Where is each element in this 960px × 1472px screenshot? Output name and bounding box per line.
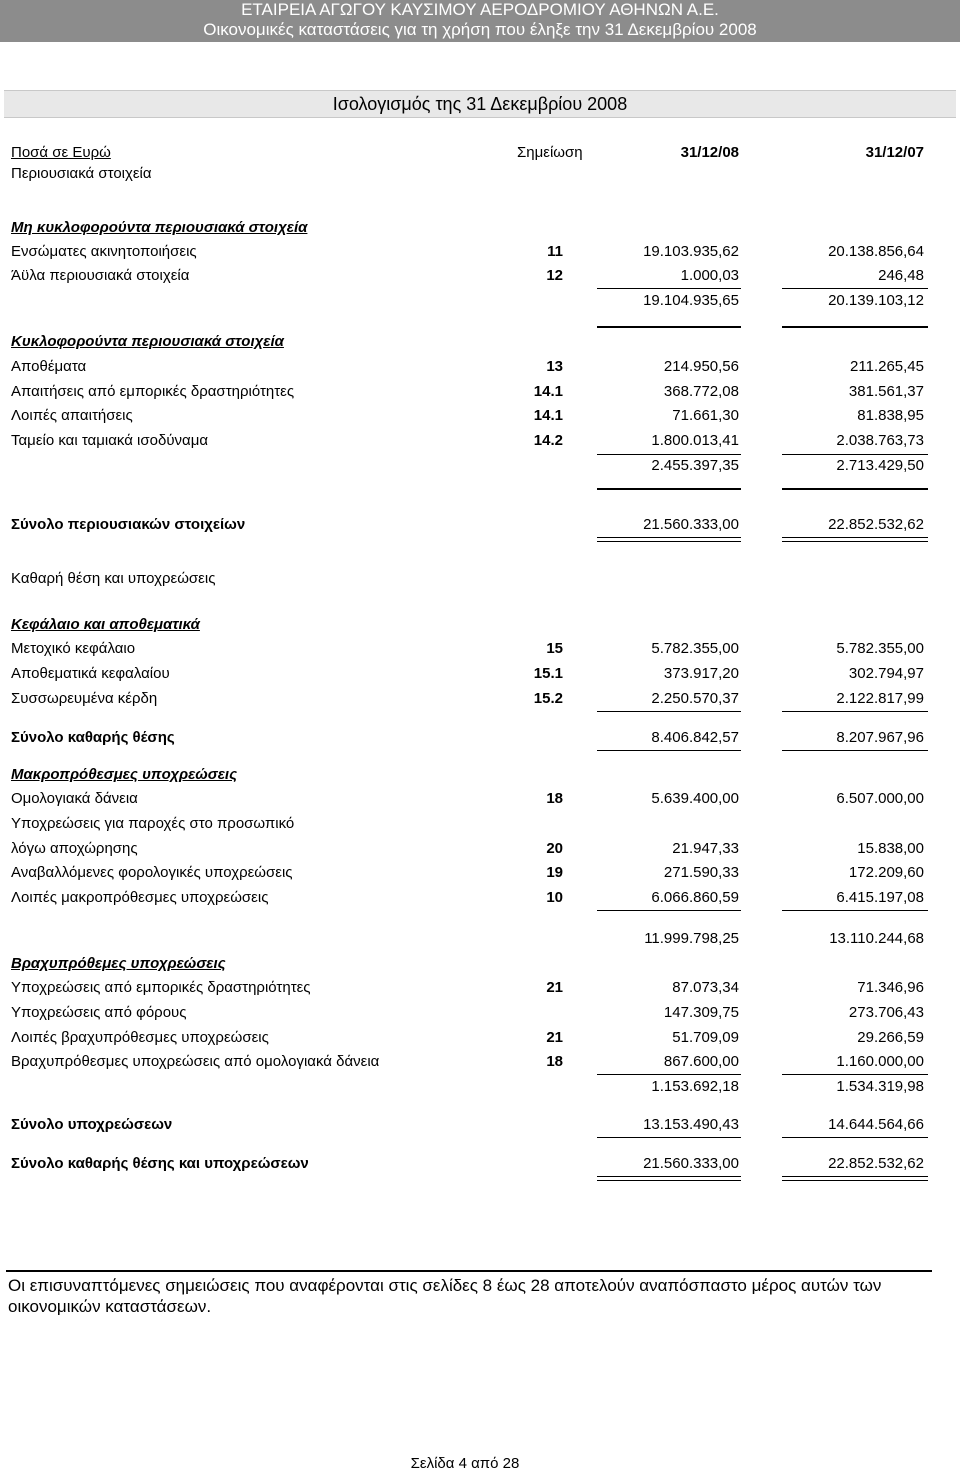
note-ref: 14.1 — [533, 383, 563, 400]
line-item-label: Λοιπές μακροπρόθεσμες υποχρεώσεις — [11, 889, 269, 906]
line-item-label: Μετοχικό κεφάλαιο — [11, 640, 136, 657]
longterm-liabilities-title: Μακροπρόθεσμες υποχρεώσεις — [11, 766, 238, 783]
double-rule — [597, 1176, 741, 1177]
value-2007: 20.138.856,64 — [828, 243, 924, 260]
equity-liabilities-header: Καθαρή θέση και υποχρεώσεις — [11, 570, 216, 587]
note-ref: 21 — [546, 1029, 563, 1046]
value-2008: 271.590,33 — [663, 864, 739, 881]
line-item-label: Βραχυπρόθεσμες υποχρεώσεις από ομολογιακά δάνεια — [11, 1053, 380, 1070]
value-2008: 5.639.400,00 — [651, 790, 739, 807]
col-2008-header: 31/12/08 — [680, 144, 739, 161]
double-rule — [597, 537, 741, 538]
col-2007-header: 31/12/07 — [865, 144, 924, 161]
note-ref: 19 — [546, 864, 563, 881]
note-ref: 21 — [546, 979, 563, 996]
value-2007: 6.415.197,08 — [836, 889, 924, 906]
value-2007: 29.266,59 — [857, 1029, 924, 1046]
note-ref: 11 — [547, 243, 563, 260]
value-2008: 147.309,75 — [663, 1004, 739, 1021]
subtotal-rule — [782, 454, 928, 455]
note-ref: 20 — [546, 840, 563, 857]
subtotal-2007: 2.713.429,50 — [836, 457, 924, 474]
total-equity-label: Σύνολο καθαρής θέσης — [11, 729, 175, 746]
line-item-label: Απαιτήσεις από εμπορικές δραστηριότητες — [11, 383, 295, 400]
subtotal-rule — [597, 288, 741, 289]
note-ref: 18 — [546, 790, 563, 807]
line-item-label: Αναβαλλόμενες φορολογικές υποχρεώσεις — [11, 864, 293, 881]
balance-sheet-title: Ισολογισμός της 31 Δεκεμβρίου 2008 — [4, 90, 956, 118]
subtotal-rule — [597, 1137, 741, 1138]
note-ref: 15 — [546, 640, 563, 657]
value-2008: 5.782.355,00 — [651, 640, 739, 657]
line-item-label: Λοιπές βραχυπρόθεσμες υποχρεώσεις — [11, 1029, 269, 1046]
value-2007: 2.122.817,99 — [836, 690, 924, 707]
total-assets-2008: 21.560.333,00 — [643, 516, 739, 533]
line-item-label: Ομολογιακά δάνεια — [11, 790, 138, 807]
value-2008: 71.661,30 — [672, 407, 739, 424]
value-2008: 368.772,08 — [663, 383, 739, 400]
double-rule — [782, 541, 928, 542]
subtotal-2007: 20.139.103,12 — [828, 292, 924, 309]
value-2007: 6.507.000,00 — [836, 790, 924, 807]
subtotal-2007: 1.534.319,98 — [836, 1078, 924, 1095]
line-item-label: Ταμείο και ταμιακά ισοδύναμα — [11, 432, 209, 449]
note-ref: 15.2 — [533, 690, 563, 707]
subtotal-rule — [597, 454, 741, 455]
double-rule — [782, 1180, 928, 1181]
subtotal-rule — [782, 1137, 928, 1138]
assets-header: Περιουσιακά στοιχεία — [11, 165, 152, 182]
subtotal-2008: 1.153.692,18 — [651, 1078, 739, 1095]
value-2007: 5.782.355,00 — [836, 640, 924, 657]
equity-title: Κεφάλαιο και αποθεματικά — [11, 616, 200, 633]
double-rule — [782, 1176, 928, 1177]
footnote: Οι επισυναπτόμενες σημειώσεις που αναφέρονται στις σελίδες 8 έως 28 αποτελούν αναπόσπαστο μέρος αυτών των οικονομικών καταστάσεων. — [8, 1276, 882, 1316]
footnote-rule — [6, 1270, 932, 1272]
note-ref: 14.1 — [533, 407, 563, 424]
total-equity-2008: 8.406.842,57 — [651, 729, 739, 746]
subtotal-2008: 11.999.798,25 — [644, 930, 739, 947]
subtotal-rule — [597, 1074, 741, 1075]
report-subtitle: Οικονομικές καταστάσεις για τη χρήση που έληξε την 31 Δεκεμβρίου 2008 — [203, 20, 757, 39]
note-ref: 12 — [546, 267, 563, 284]
value-2008: 6.066.860,59 — [651, 889, 739, 906]
line-item-label: Υποχρεώσεις από φόρους — [11, 1004, 187, 1021]
line-item-label: Αποθέματα — [11, 358, 87, 375]
value-2007: 172.209,60 — [848, 864, 924, 881]
document-banner — [0, 0, 960, 42]
subtotal-rule — [782, 910, 928, 911]
line-item-label: Συσσωρευμένα κέρδη — [11, 690, 158, 707]
page-number: Σελίδα 4 από 28 — [410, 1455, 520, 1472]
note-ref: 10 — [546, 889, 563, 906]
line-item-label: Λοιπές απαιτήσεις — [11, 407, 133, 424]
value-2007: 246,48 — [878, 267, 924, 284]
section-rule — [597, 326, 741, 328]
total-liabilities-2008: 13.153.490,43 — [643, 1116, 739, 1133]
value-2008: 867.600,00 — [663, 1053, 739, 1070]
note-ref: 18 — [546, 1053, 563, 1070]
noncurrent-assets-title: Μη κυκλοφορούντα περιουσιακά στοιχεία — [11, 219, 308, 236]
subtotal-rule — [782, 1074, 928, 1075]
double-rule — [597, 1180, 741, 1181]
double-rule — [782, 537, 928, 538]
value-2007: 2.038.763,73 — [836, 432, 924, 449]
current-assets-title: Κυκλοφορούντα περιουσιακά στοιχεία — [11, 333, 284, 350]
value-2007: 15.838,00 — [857, 840, 924, 857]
total-liabilities-label: Σύνολο υποχρεώσεων — [11, 1116, 173, 1133]
total-equity-liabilities-2007: 22.852.532,62 — [828, 1155, 924, 1172]
amounts-header: Ποσά σε Ευρώ — [11, 144, 111, 161]
subtotal-rule — [782, 288, 928, 289]
value-2008: 19.103.935,62 — [643, 243, 739, 260]
value-2007: 211.265,45 — [850, 358, 924, 375]
note-ref: 15.1 — [533, 665, 563, 682]
value-2008: 87.073,34 — [672, 979, 739, 996]
double-rule — [597, 541, 741, 542]
value-2007: 273.706,43 — [848, 1004, 924, 1021]
value-2008: 1.000,03 — [680, 267, 739, 284]
subtotal-rule — [782, 711, 928, 712]
value-2007: 81.838,95 — [857, 407, 924, 424]
line-item-label: Υποχρεώσεις για παροχές στο προσωπικό — [11, 815, 295, 832]
value-2007: 302.794,97 — [848, 665, 924, 682]
note-column-header: Σημείωση — [517, 144, 583, 161]
line-item-label: Ενσώματες ακινητοποιήσεις — [11, 243, 197, 260]
subtotal-rule — [782, 750, 928, 751]
total-equity-2007: 8.207.967,96 — [836, 729, 924, 746]
total-assets-label: Σύνολο περιουσιακών στοιχείων — [11, 516, 246, 533]
section-rule — [782, 488, 928, 490]
subtotal-2007: 13.110.244,68 — [829, 930, 924, 947]
value-2007: 71.346,96 — [857, 979, 924, 996]
line-item-label: Αποθεματικά κεφαλαίου — [11, 665, 170, 682]
total-equity-liabilities-label: Σύνολο καθαρής θέσης και υποχρεώσεων — [11, 1155, 309, 1172]
value-2008: 373.917,20 — [663, 665, 739, 682]
subtotal-2008: 19.104.935,65 — [643, 292, 739, 309]
section-rule — [782, 326, 928, 328]
line-item-label: Άϋλα περιουσιακά στοιχεία — [11, 267, 190, 284]
value-2008: 214.950,56 — [663, 358, 739, 375]
line-item-label: λόγω αποχώρησης — [11, 840, 138, 857]
subtotal-rule — [597, 910, 741, 911]
value-2008: 51.709,09 — [672, 1029, 739, 1046]
note-ref: 14.2 — [533, 432, 563, 449]
value-2008: 2.250.570,37 — [651, 690, 739, 707]
section-rule — [597, 488, 741, 490]
shortterm-liabilities-title: Βραχυπρόθεμες υποχρεώσεις — [11, 955, 226, 972]
total-equity-liabilities-2008: 21.560.333,00 — [643, 1155, 739, 1172]
subtotal-2008: 2.455.397,35 — [651, 457, 739, 474]
company-name: ΕΤΑΙΡΕΙΑ ΑΓΩΓΟΥ ΚΑΥΣΙΜΟΥ ΑΕΡΟΔΡΟΜΙΟΥ ΑΘΗΝΩΝ Α.Ε. — [241, 0, 719, 19]
value-2008: 21.947,33 — [672, 840, 739, 857]
line-item-label: Υποχρεώσεις από εμπορικές δραστηριότητες — [11, 979, 311, 996]
total-assets-2007: 22.852.532,62 — [828, 516, 924, 533]
note-ref: 13 — [546, 358, 563, 375]
subtotal-rule — [597, 711, 741, 712]
value-2008: 1.800.013,41 — [651, 432, 739, 449]
total-liabilities-2007: 14.644.564,66 — [828, 1116, 924, 1133]
value-2007: 1.160.000,00 — [836, 1053, 924, 1070]
subtotal-rule — [597, 750, 741, 751]
value-2007: 381.561,37 — [848, 383, 924, 400]
